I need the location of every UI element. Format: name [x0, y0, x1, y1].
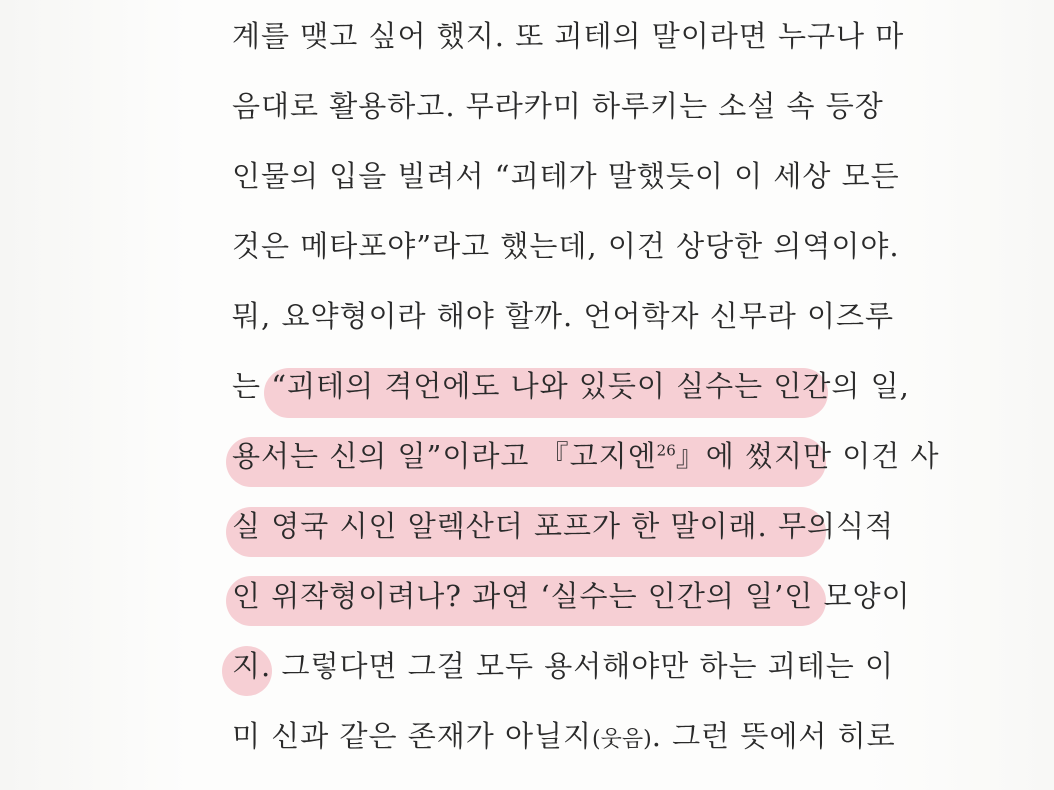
text-line	[232, 712, 896, 760]
text-line: 지. 그렇다면 그걸 모두 용서해야만 하는 괴테는 이	[232, 649, 895, 683]
text-segment: 』에 썼지만 이건 사	[675, 439, 940, 473]
text-line: 는 “괴테의 격언에도 나와 있듯이 실수는 인간의 일,	[232, 369, 910, 403]
text-segment: . 그런 뜻에서 히로	[651, 719, 896, 753]
laugh-annotation: (웃음)	[592, 727, 652, 752]
text-line: 음대로 활용하고. 무라카미 하루키는 소설 속 등장	[232, 89, 884, 123]
footnote-marker: 26	[656, 441, 676, 460]
text-line: 인물의 입을 빌려서 “괴테가 말했듯이 이 세상 모든	[232, 159, 900, 193]
text-line: 것은 메타포야”라고 했는데, 이건 상당한 의역이야.	[232, 229, 900, 263]
text-segment: 미 신과 같은 존재가 아닐지	[232, 719, 593, 753]
text-line: 실 영국 시인 알렉산더 포프가 한 말이래. 무의식적	[232, 509, 895, 543]
text-line: 계를 맺고 싶어 했지. 또 괴테의 말이라면 누구나 마	[232, 19, 905, 53]
text-line: 인 위작형이려나? 과연 ‘실수는 인간의 일’인 모양이	[232, 579, 911, 613]
text-segment: 용서는 신의 일”이라고 『고지엔	[232, 439, 657, 473]
text-line	[232, 432, 940, 480]
text-line: 뭐, 요약형이라 해야 할까. 언어학자 신무라 이즈루	[232, 299, 895, 333]
